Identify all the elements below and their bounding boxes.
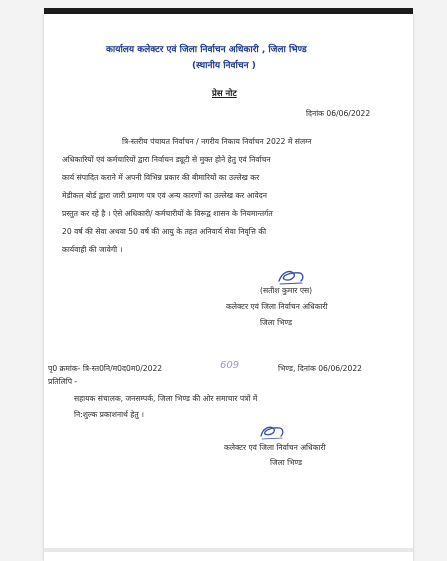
body-line: कार्यवाही की जावेगी । [62,245,123,254]
body-line: त्रि-स्तरीय पंचायत निर्वाचन / नगरीय निकाय निर्वाचन 2022 में संलग्न [122,137,312,146]
press-note-title: प्रेस नोट [212,89,237,99]
signature-image [276,266,306,288]
document-page [44,14,413,561]
signatory-designation: कलेक्टर एवं जिला निर्वाचन अधिकारी [226,302,328,311]
body-line: प्रस्तुत कर रहे है । ऐसे अधिकारी/ कर्मचारीयों के विरूद्व शासन के नियमान्तर्गत [62,209,273,218]
body-line: 20 वर्ष की सेवा अथवा 50 वर्ष की आयु के तहत अनिवार्य सेवा निवृत्ति की [62,227,267,236]
document-date: दिनांक 06/06/2022 [306,109,371,118]
signature-image [258,422,286,442]
signatory-designation: कलेक्टर एवं जिला निर्वाचन अधिकारी [224,443,326,452]
body-line: मेडीकल बोर्ड द्वारा जारी प्रमाण पत्र एवं अन्य कारणों का उल्लेख कर आवेदन [62,191,267,200]
office-header: कार्यालय कलेक्टर एवं जिला निर्वाचन अधिकारी , जिला भिण्ड [106,45,307,55]
signatory-district: जिला भिण्ड [270,458,303,467]
signatory-name: (सतीश कुमार एस) [260,286,313,295]
reference-number: पृ0 क्रमांक- त्रि-स्त0नि/म0द0म0/2022 [48,364,163,373]
copy-recipient-line: नि:शुल्क प्रकाशनार्थ हेतु । [74,410,144,419]
body-line: अधिकारियों एवं कर्मचारियों द्वारा निर्वाचन ड्यूटी से मुक्त होने हेतु एवं निर्वाचन [62,155,271,164]
signatory-district: जिला भिण्ड [260,318,293,327]
handwritten-dispatch-number: 609 [220,360,240,371]
office-subheader: (स्थानीय निर्वाचन ) [192,61,256,71]
copy-recipient-line: सहायक संचालक, जनसम्पर्क, जिला भिण्ड की ओर समाचार पत्रों में [74,394,258,403]
page-bottom-edge [44,548,413,552]
endorsement-place-date: भिण्ड, दिनांक 06/06/2022 [278,364,362,373]
copy-label: प्रतिलिपि - [48,377,78,386]
body-line: कार्य संपादित कराने में अपनी विभिन्न प्रकार की बीमारियों का उल्लेख कर [62,173,260,182]
